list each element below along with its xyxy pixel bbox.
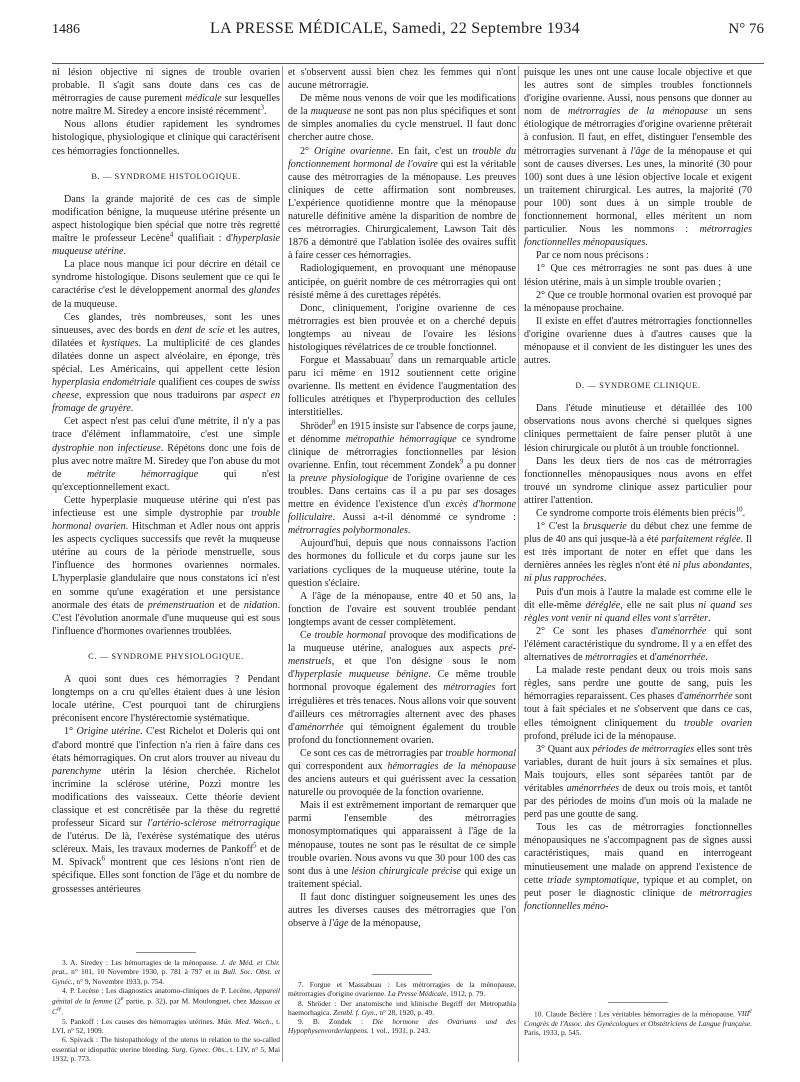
paragraph: Ces glandes, très nombreuses, sont les unes sinueuses, avec des bords en dent de scie et les autres, dilatées et kystiques. La multiplicité de ces glandes dilatées donne un aspect alvéolaire, en éponge, très spécial. Les Américains, qui appellent cette lésion hyperplasia endométriale qualifient ces coupes de swiss cheese, expression que nous traduirons par aspect en fromage de gruyère. (52, 311, 280, 415)
paragraph: Dans les deux tiers de nos cas de métrorragies fonctionnelles ménopausiques nous avons en effet trouvé un syndrome clinique assez particulier pour attirer l'attention. (524, 455, 752, 506)
section-heading: D. — SYNDROME CLINIQUE. (575, 381, 701, 391)
paragraph: Ce sont ces cas de métrorragies par trouble hormonal qui correspondent aux hémorragies de la ménopause des anciens auteurs et qui guérissent avec la cessation naturelle ou provoquée de la fonction ovarienne. (288, 747, 517, 799)
footnote: 6. Spivack : The histopathology of the uterus in relation to the so-called essential or idiopathic uterine bleeding. Surg. Gynec. Obs., t. LIV, n° 5, Mai 1932, p. 773. (52, 1035, 281, 1063)
paragraph: 2° Ce sont les phases d'aménorrhée qui sont l'élément caractéristique du syndrome. Il y a en effet des alternatives de métrorragies et d'aménorrhée. (524, 625, 752, 664)
section-heading: B. — SYNDROME HISTOLOGIQUE. (91, 171, 241, 181)
paragraph: Ce syndrome comporte trois éléments bien précis$^{10}$. (536, 505, 746, 519)
column-divider (282, 66, 283, 1062)
paragraph: Donc, cliniquement, l'origine ovarienne de ces métrorragies est bien prouvée et on a cherché depuis longtemps au niveau de l'ovaire les lésions histologiques révélatrices de ce trouble fonctionnel. (288, 302, 516, 353)
paragraph: Ce trouble hormonal provoque des modifications de la muqueuse utérine, analogues aux aspects pré-menstruels, et que l'on désigne sous le nom d'hyperplasie muqueuse bénigne. Ce même trouble hormonal provoque également des métrorragies fort irrégulières et très tenaces. Nous allons voir que souvent d'ailleurs ces métrorragies alternent avec des phases d'aménorrhée qui témoignent également du trouble profond du fonctionnement ovarien. (288, 630, 516, 746)
paragraph: Par ce nom nous précisons : (536, 250, 649, 262)
paragraph: Dans l'étude minutieuse et détaillée des 100 observations nous avons cherché si quelques signes cliniques permettaient de faire penser plutôt à une lésion chirurgicale ou plutôt à un trouble fonctionnel. (524, 403, 752, 454)
paragraph: 2° Que ce trouble hormonal ovarien est provoqué par la ménopause prochaine. (524, 289, 752, 314)
paragraph: ni lésion objective ni signes de trouble ovarien probable. Il s'agit sans doute dans ces cas de métrorragies de cause purement médicale sur lesquelles notre maître M. Siredey a encore insisté récemment$^3$. (52, 67, 280, 118)
paragraph: Tous les cas de métrorragies fonctionnelles ménopausiques ne s'accompagnent pas de signes aussi caractéristiques, mais quand en interrogeant minutieusement une malade on apprend l'existence de cette triade symptomatique, typique et au complet, on peut poser le diagnostic clinique de métrorragies fonctionnelles méno- (524, 822, 752, 912)
paragraph: Forgue et Massabuau$^7$ dans un remarquable article paru ici même en 1912 soutiennent cette origine ovarienne. Ils mettent en évidence l'augmentation des follicules atrétiques et l'hyperproduction des cellules interstitielles. (288, 352, 516, 419)
footnotes-column-1 (52, 952, 280, 1063)
paragraph: puisque les unes ont une cause locale objective et que les autres sont de simples troubles fonctionnels d'origine ovarienne. Aussi, nous pensons que donner au nom de métrorragies de la ménopause un sens étiologique de métrorragies d'origine ovarienne prêterait à confusion. Il faut, en effet, distinguer l'ensemble des métrorragies survenant à l'âge de la ménopause et qui sont de causes diverses. Les unes, la minorité (30 pour 100) sont dues à une lésion objective locale et exigent un traitement chirurgical. Les autres, la majorité (70 pour 100) sont dues à un simple trouble de fonctionnement hormonal, elles méritent un nom particulier. Nous les nommons : métrorragies fonctionnelles ménopausiques. (524, 67, 752, 249)
column-1 (52, 66, 280, 896)
footnote-rule (372, 974, 432, 975)
footnote: 4. P. Lecène : Les diagnostics anatomo-cliniques de P. Lecène, Appareil génital de la femme (2e partie, p. 32), par M. Moulonguet, chez Masson et $C^{ie}$. (52, 985, 280, 1017)
paragraph: 2° Origine ovarienne. En fait, c'est un trouble du fonctionnement hormonal de l'ovaire qui est la véritable cause des métrorragies de la ménopause. Les preuves cliniques de cette affirmation sont nombreuses. L'expérience quotidienne montre que la ménopause naturelle définitive amène la disparition de nombre de ces métrorragies. Chirurgicalement, Lawson Tait dès 1876 a démontré que l'ablation isolée des ovaires suffit à faire cesser ces hémorragies. (288, 145, 516, 262)
footnote: 5. Pankoff : Les causes des hémorragies utérines. Mün. Med. Woch., t. LVI, n° 52, 1909. (52, 1016, 280, 1036)
paragraph: 1° Que ces métrorragies ne sont pas dues à une lésion utérine, mais à un simple trouble ovarien ; (524, 263, 752, 288)
journal-title: LA PRESSE MÉDICALE, Samedi, 22 Septembre 1934 (210, 20, 580, 37)
column-3 (524, 66, 752, 913)
paragraph: Nous allons étudier rapidement les syndromes histologique, physiologique et clinique qui caractérisent ces hémorragies fonctionnelles. (52, 119, 280, 157)
paragraph: Mais il est extrêmement important de remarquer que parmi l'ensemble des métrorragies monosymptomatiques qui apparaissent à l'âge de la ménopause, toutes ne sont pas le résultat de ce simple trouble ovarien. Nous avons vu que 30 pour 100 des cas sont dus à une lésion chirurgicale précise qui exige un traitement spécial. (288, 800, 517, 890)
section-heading: C. — SYNDROME PHYSIOLOGIQUE. (88, 651, 244, 661)
paragraph: 1° C'est la brusquerie du début chez une femme de plus de 40 ans qui jusque-là a été parfaitement réglée. Il est très important de noter en effet que dans les dernières années les règles n'ont été ni plus abondantes, ni plus rapprochées. (524, 521, 753, 585)
footnote-rule (136, 952, 196, 953)
paragraph: Shröder$^8$ en 1915 insiste sur l'absence de corps jaune, et dénomme métropathie hémorragique ce syndrome clinique de métrorragies fonctionnelles par lésion ovarienne. Enfin, tout récemment Zondek$^9$ a pu donner la preuve physiologique de l'origine ovarienne de ces troubles. Dans certains cas il a pu par ses dosages mettre en évidence l'existence d'un excès d'hormone folliculaire. Aussi a-t-il dénommé ce syndrome : métrorragies polyhormonales. (288, 418, 516, 537)
paragraph: et s'observent aussi bien chez les femmes qui n'ont aucune métrorragie. (288, 67, 516, 92)
page-number: 1486 (52, 22, 80, 37)
footnote: 3. A. Siredey : Les hémorragies de la ménopause. J. de Méd. et Chir. prat., n° 101, 10 Novembre 1930, p. 781 à 797 et in Bull. Soc. Obst. et Gynéc., n° 9, Novembre 1933, p. 754. (52, 958, 280, 986)
paragraph: Il faut donc distinguer soigneusement les unes des autres les diverses causes des métrorragies que l'on observe à l'âge de la ménopause, (288, 891, 516, 930)
header-rule (52, 63, 764, 64)
footnote: 9. B. Zondek : Die hormone des Ovariums und des Hypophysenvorderlappens. 1 vol., 1931, p. 243. (288, 1017, 517, 1036)
paragraph: A l'âge de la ménopause, entre 40 et 50 ans, la fonction de l'ovaire est souvent troublée pendant longtemps avant de cesser complètement. (288, 590, 516, 628)
paragraph: 3° Quant aux périodes de métrorragies elles sont très variables, durant de huit jours à six semaines et plus. Mais toujours, elles sont séparées tantôt par de véritables aménorrhées de deux ou trois mois, et tantôt par des périodes de moins d'un mois où la malade ne perd pas une goutte de sang. (524, 743, 753, 821)
page-header (52, 14, 764, 42)
paragraph: De même nous venons de voir que les modifications de la muqueuse ne sont pas non plus spécifiques et sont de simples anomalies du cycle menstruel. Il faut donc chercher autre chose. (288, 93, 516, 144)
footnote: 7. Forgue et Massabuau : Les métrorragies de la ménopause, métrorragies d'origine ovarienne. La Presse Médicale, 1912, p. 79. (288, 980, 516, 999)
paragraph: La place nous manque ici pour décrire en détail ce syndrome histologique. Disons seulement que ce qui le caractérise c'est le développement anormal des glandes de la muqueuse. (52, 259, 280, 310)
paragraph: Dans la grande majorité de ces cas de simple modification bénigne, la muqueuse utérine présente un aspect histologique bien spécial que notre très regretté maître le professeur Lecène$^4$ qualifiait : d'hyperplasie muqueuse utérine. (52, 193, 280, 258)
paragraph: Il existe en effet d'autres métrorragies fonctionnelles d'origine ovarienne dues à d'autres causes que la ménopause et il convient de les distinguer les unes des autres. (524, 315, 752, 367)
column-2 (288, 66, 516, 930)
footnote: 10. Claude Béclère : Les véritables hémorragies de la ménopause. VIIIe Congrès de l'Assoc. des Gynécologues et Obstétriciens de Langue française. Paris, 1933, p. 545. (524, 1009, 752, 1038)
paragraph: Radiologiquement, en provoquant une ménopause anticipée, on guérit nombre de ces métrorragies qui ont résisté même à des curettages répétés. (288, 263, 516, 301)
paragraph: Cet aspect n'est pas celui d'une métrite, il n'y a pas trace d'élément inflammatoire, c'est une simple dystrophie non infectieuse. Répétons donc une fois de plus avec notre maître M. Siredey que l'on abuse du mot de métrite hémorragique qui n'est qu'exceptionnellement exact. (52, 416, 280, 493)
footnotes-column-3 (524, 1002, 752, 1037)
footnote: 8. Shröder : Der anatomische und klinische Begriff der Metropathia haemorhagica. Zentbl. f. Gyn., n° 28, 1920, p. 49. (288, 998, 516, 1017)
paragraph: Aujourd'hui, depuis que nous connaissons l'action des hormones du follicule et du corps jaune sur les variations cycliques de la muqueuse utérine, toute la question s'éclaire. (288, 538, 516, 589)
footnote-rule (608, 1002, 668, 1003)
issue-number: N° 76 (728, 21, 764, 37)
paragraph: Puis d'un mois à l'autre la malade est comme elle le dit elle-même déréglée, elle ne sait plus ni quand ses règles vont venir ni quand elles vont s'arrêter. (524, 586, 752, 624)
paragraph: 1° Origine utérine. C'est Richelot et Doleris qui ont d'abord montré que l'infection n'a rien à faire dans ces états hémorragiques. On crut alors trouver au niveau du parenchyme utérin la lésion cherchée. Richelot incrimine la sclérose utérine, Pozzi montre les modifications des vaisseaux. Cette théorie devient classique et est concrétisée par la thèse du regretté professeur Sicard sur l'artério-sclérose métrorragique de l'utérus. De là, l'exérèse systématique des utérus scléreux. Mais, les travaux modernes de Pankoff$^5$ et de M. Spivack$^6$ montrent que ces lésions n'ont rien de spécifique. Elles sont fonction de l'âge et du nombre de grossesses antérieures (52, 726, 281, 895)
paragraph: Cette hyperplasie muqueuse utérine qui n'est pas infectieuse est une simple dystrophie par trouble hormonal ovarien. Hitschman et Adler nous ont appris les aspects cycliques successifs que revêt la muqueuse utérine au cours de la période menstruelle, sous l'influence des hormones ovariennes normales. L'hyperplasie glandulaire que nous constatons ici n'est en somme qu'une exagération et une persistance anormale des états de prémenstruation et de nidation. C'est l'évolution anormale d'une muqueuse qui est sous l'influence d'hormones ovariennes troublées. (52, 494, 280, 637)
paragraph: La malade reste pendant deux ou trois mois sans règles, sans perdre une goutte de sang, puis les hémorragies reparaissent. Ces phases d'aménorrhée sont tout à fait spéciales et ne s'observent que dans ce cas, elles témoignent cliniquement du trouble ovarien profond, prélude ici de la ménopause. (524, 665, 752, 742)
paragraph: A quoi sont dues ces hémorragies ? Pendant longtemps on a cru qu'elles étaient dues à une lésion locale utérine. C'est pourquoi tant de chirurgiens préconisent encore l'hystérectomie systématique. (52, 674, 280, 725)
column-divider (518, 66, 519, 1062)
footnotes-column-2 (288, 974, 516, 1036)
